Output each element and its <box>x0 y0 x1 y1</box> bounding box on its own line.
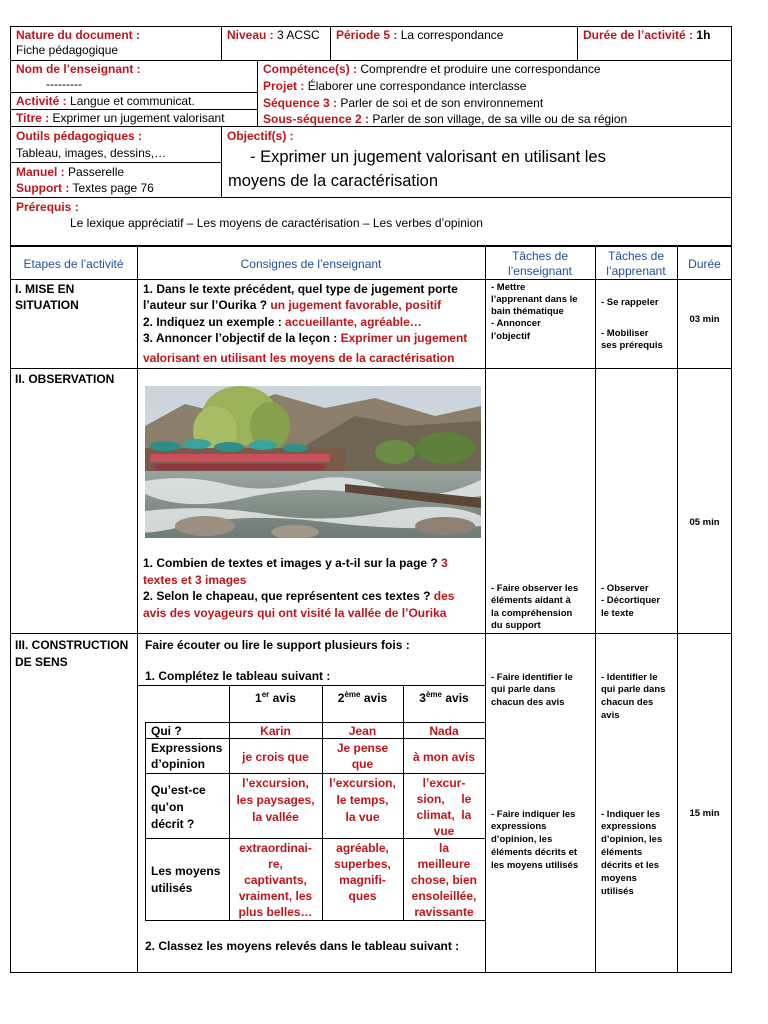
stage3-intro: Faire écouter ou lire le support plusieurs fois : <box>145 638 410 652</box>
stage1-teacher-2: l’apprenant dans le <box>491 294 578 305</box>
stage3-learner-b6: moyens <box>601 873 637 884</box>
competence-value: Comprendre et produire une correspondance <box>360 62 601 76</box>
avis-moyens-3a: la <box>438 841 449 855</box>
activite-label: Activité : <box>16 94 67 108</box>
duree-value: 1h <box>696 28 711 42</box>
avis-moyens-3d: ensoleillée, <box>411 889 477 903</box>
sequence-value: Parler de soi et de son environnement <box>340 96 544 110</box>
col-consignes: Consignes de l’enseignant <box>240 257 382 271</box>
sous-sequence-label: Sous-séquence 2 : <box>263 112 370 126</box>
stage3-name-2: DE SENS <box>15 655 68 669</box>
avis-decrit-1b: les paysages, <box>236 793 315 807</box>
avis-moyens-3b: meilleure <box>417 857 471 871</box>
stage3-learner-a1: - Identifier le <box>601 672 658 683</box>
avis-moyens-1e: plus belles… <box>238 905 313 919</box>
stage2-learner-2: - Décortiquer <box>601 595 661 606</box>
avis-qui-1: Karin <box>260 724 291 738</box>
nature-value: Fiche pédagogique <box>16 43 119 57</box>
stage2-teacher-3: la compréhension <box>491 608 573 619</box>
avis-expr-1: je crois que <box>242 750 309 764</box>
stage3-teacher-b3: d’opinion, les <box>491 834 553 845</box>
stage3-learner-b3: d’opinion, les <box>601 834 663 845</box>
stage1-teacher-5: l’objectif <box>491 331 531 342</box>
support-label: Support : <box>16 181 70 195</box>
stage3-learner-b7: utilisés <box>601 886 634 897</box>
stage3-q1: 1. Complétez le tableau suivant : <box>145 669 331 683</box>
enseignant-value: --------- <box>46 77 82 91</box>
stage2-teacher-2: éléments aidant à <box>491 595 571 606</box>
stage3-learner-b1: - Indiquer les <box>601 809 661 820</box>
stage3-duree: 15 min <box>689 808 720 819</box>
stage3-teacher-b1: - Faire indiquer les <box>491 809 576 820</box>
avis-moyens-1d: vraiment, les <box>238 889 313 903</box>
periode-value: La correspondance <box>400 28 504 42</box>
stage2-q2: 2. Selon le chapeau, que représentent ces textes ? <box>143 589 431 603</box>
avis-expr-3: à mon avis <box>412 750 476 764</box>
avis-moyens-2b: superbes, <box>334 857 391 871</box>
avis-decrit-1c: la vallée <box>252 810 299 824</box>
col-taches-ens-2: l’enseignant <box>507 264 573 278</box>
col-taches-app-1: Tâches de <box>607 249 665 263</box>
activite-value: Langue et communicat. <box>70 94 195 108</box>
enseignant-label: Nom de l’enseignant : <box>16 62 141 76</box>
avis-decrit-1a: l’excursion, <box>242 776 309 790</box>
niveau-value: 3 ACSC <box>277 28 320 42</box>
stage3-teacher-b2: expressions <box>491 821 547 832</box>
manuel-value: Passerelle <box>68 165 125 179</box>
stage1-teacher-3: bain thématique <box>491 306 564 317</box>
stage1-q2-answer: accueillante, agréable… <box>285 315 422 329</box>
stage3-teacher-b5: les moyens utilisés <box>491 860 579 871</box>
stage3-learner-a4: avis <box>601 710 620 721</box>
projet-label: Projet : <box>263 79 305 93</box>
niveau-label: Niveau : <box>227 28 274 42</box>
stage1-name-2: SITUATION <box>15 298 79 312</box>
sous-sequence-value: Parler de son village, de sa ville ou de sa région <box>372 112 628 126</box>
stage1-learner-1: - Se rappeler <box>601 297 659 308</box>
avis-expr-2b: que <box>351 757 374 771</box>
avis-moyens-1b: re, <box>268 857 283 871</box>
stage1-q2: 2. Indiquez un exemple : <box>143 315 282 329</box>
stage2-learner-1: - Observer <box>601 583 649 594</box>
avis-decrit-3c: climat, la <box>416 808 472 822</box>
stage2-q1-answer-a: 3 <box>441 556 448 570</box>
avis-row-expr-1: Expressions <box>151 741 223 755</box>
projet-value: Élaborer une correspondance interclasse <box>307 79 527 93</box>
duree-label: Durée de l’activité : <box>583 28 694 42</box>
avis-row-moyens-1: Les moyens <box>151 864 221 878</box>
avis-decrit-2a: l’excursion, <box>329 776 396 790</box>
avis-col-3-word: avis <box>445 691 469 705</box>
stage2-teacher-1: - Faire observer les <box>491 583 579 594</box>
stage2-q1: 1. Combien de textes et images y a-t-il sur la page ? <box>143 556 438 570</box>
avis-row-decrit-2: qu’on <box>151 800 184 814</box>
stage3-learner-b2: expressions <box>601 821 657 832</box>
avis-moyens-3e: ravissante <box>414 905 474 919</box>
avis-row-decrit-3: décrit ? <box>151 817 195 831</box>
sequence-label: Séquence 3 : <box>263 96 338 110</box>
nature-label: Nature du document : <box>16 28 141 42</box>
avis-col-2-word: avis <box>363 691 388 705</box>
avis-row-decrit-1: Qu’est-ce <box>151 783 206 797</box>
stage1-learner-2: - Mobiliser <box>601 328 649 339</box>
avis-col-2-num: 2 <box>337 691 345 705</box>
objectif-line-2: moyens de la caractérisation <box>228 172 439 190</box>
col-taches-ens-1: Tâches de <box>511 249 569 263</box>
avis-moyens-1a: extraordinai- <box>239 841 312 855</box>
stage2-teacher-4: du support <box>491 620 541 631</box>
stage3-teacher-b4: éléments décrits et <box>491 847 578 858</box>
avis-row-moyens-2: utilisés <box>151 881 193 895</box>
outils-value: Tableau, images, dessins,… <box>16 146 167 160</box>
avis-row-qui: Qui ? <box>151 724 182 738</box>
avis-col-1-word: avis <box>272 691 296 705</box>
stage2-name: II. OBSERVATION <box>15 372 115 386</box>
stage3-learner-b4: éléments <box>601 847 643 858</box>
objectif-label: Objectif(s) : <box>227 129 294 143</box>
stage3-learner-a3: chacun des <box>601 697 654 708</box>
stage1-learner-3: ses prérequis <box>601 340 663 351</box>
stage1-q3: 3. Annoncer l’objectif de la leçon : <box>143 331 338 345</box>
manuel-label: Manuel : <box>16 165 65 179</box>
avis-moyens-2d: ques <box>348 889 377 903</box>
stage2-q1-answer-b: textes et 3 images <box>143 573 247 587</box>
stage3-teacher-a3: chacun des avis <box>491 697 565 708</box>
prerequis-value: Le lexique appréciatif – Les moyens de caractérisation – Les verbes d’opinion <box>70 216 483 230</box>
col-etapes: Etapes de l’activité <box>23 257 124 271</box>
stage1-q3-answer-b: valorisant en utilisant les moyens de la caractérisation <box>143 351 455 365</box>
stage3-name-1: III. CONSTRUCTION <box>15 638 129 652</box>
stage3-teacher-a2: qui parle dans <box>491 684 556 695</box>
stage1-duree: 03 min <box>689 314 720 325</box>
stage1-q1b: l’auteur sur l’Ourika ? <box>143 298 268 312</box>
stage3-learner-b5: décrits et les <box>601 860 660 871</box>
avis-row-expr-2: d’opinion <box>151 757 205 771</box>
avis-col-2-sup: ème <box>344 690 361 699</box>
avis-moyens-2c: magnifi- <box>339 873 386 887</box>
stage1-q3-answer-a: Exprimer un jugement <box>340 331 468 345</box>
support-value: Textes page 76 <box>72 181 154 195</box>
stage1-teacher-1: - Mettre <box>491 282 526 293</box>
avis-col-3-num: 3 <box>419 691 426 705</box>
avis-col-1-sup: er <box>261 690 270 699</box>
avis-qui-3: Nada <box>429 724 459 738</box>
outils-label: Outils pédagogiques : <box>16 129 143 143</box>
avis-moyens-1c: captivants, <box>244 873 307 887</box>
competence-label: Compétence(s) : <box>263 62 358 76</box>
stage1-q1a: 1. Dans le texte précédent, quel type de jugement porte <box>143 282 458 296</box>
avis-decrit-3a: l’excur- <box>422 776 466 790</box>
stage3-learner-a2: qui parle dans <box>601 684 666 695</box>
stage2-q2-answer-b: avis des voyageurs qui ont visité la vallée de l’Ourika <box>143 606 447 620</box>
stage1-name-1: I. MISE EN <box>15 282 75 296</box>
avis-expr-2a: Je pense <box>336 741 389 755</box>
periode-label: Période 5 : <box>336 28 398 42</box>
titre-value: Exprimer un jugement valorisant <box>52 111 225 125</box>
avis-moyens-3c: chose, bien <box>410 873 478 887</box>
prerequis-label: Prérequis : <box>16 200 79 214</box>
avis-qui-2: Jean <box>348 724 377 738</box>
col-duree: Durée <box>688 257 721 271</box>
stage3-q2: 2. Classez les moyens relevés dans le tableau suivant : <box>145 939 460 953</box>
avis-decrit-2b: le temps, <box>336 793 389 807</box>
stage1-teacher-4: - Annoncer <box>491 318 541 329</box>
titre-label: Titre : <box>16 111 50 125</box>
avis-col-1-num: 1 <box>255 691 262 705</box>
objectif-line-1: - Exprimer un jugement valorisant en utilisant les <box>250 148 606 166</box>
avis-moyens-2a: agréable, <box>336 841 389 855</box>
stage2-duree: 05 min <box>689 517 720 528</box>
avis-decrit-3b: sion, le <box>416 792 472 806</box>
stage1-q1-answer: un jugement favorable, positif <box>270 298 442 312</box>
stage2-q2-answer-a: des <box>433 589 455 603</box>
col-taches-app-2: l’apprenant <box>606 264 666 278</box>
avis-decrit-3d: vue <box>433 824 455 838</box>
avis-decrit-2c: la vue <box>345 810 380 824</box>
stage3-teacher-a1: - Faire identifier le <box>491 672 573 683</box>
stage2-learner-3: le texte <box>601 608 634 619</box>
avis-col-3-sup: ème <box>425 690 442 699</box>
ourika-valley-photo <box>145 386 481 538</box>
